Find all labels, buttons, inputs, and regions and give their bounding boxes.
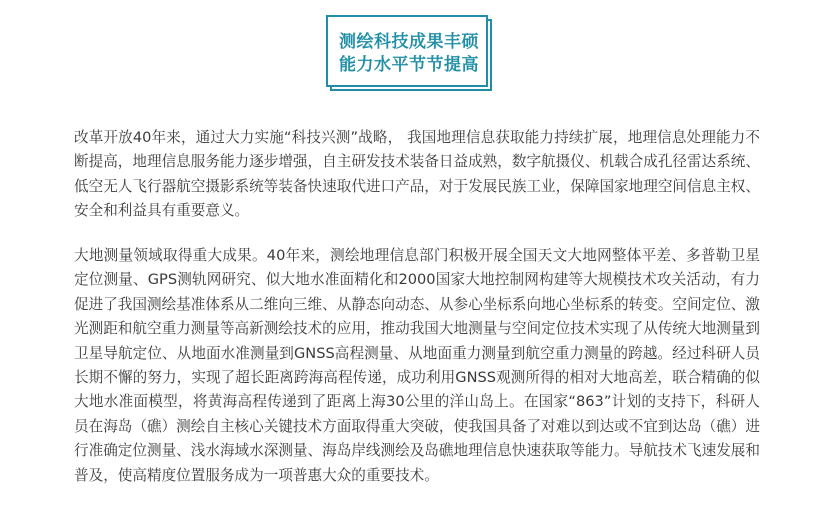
title-frame xyxy=(326,15,488,87)
paragraph-intro: 改革开放40年来，通过大力实施“科技兴测”战略， 我国地理信息获取能力持续扩展，地理信息处理能力不断提高，地理信息服务能力逐步增强，自主研发技术装备日益成熟，数字航摄仪、机载合成孔径雷达系统、低空无人飞行器航空摄影系统等装备快速取代进口产品，对于发展民族工业，保障国家地理空间信息主权、安全和利益具有重要意义。 xyxy=(74,129,760,220)
section-title-card xyxy=(326,15,494,91)
title-line-1: 测绘科技成果丰硕 xyxy=(339,32,479,52)
section-title xyxy=(330,31,488,77)
title-line-2: 能力水平节节提高 xyxy=(339,55,479,75)
paragraph-geodesy: 大地测量领域取得重大成果。40年来，测绘地理信息部门积极开展全国天文大地网整体平差、多普勒卫星定位测量、GPS测轨网研究、似大地水准面精化和2000国家大地控制网构建等大规模技术攻关活动，有力促进了我国测绘基准体系从二维向三维、从静态向动态、从参心坐标系向地心坐标系的转变。空间定位、激光测距和航空重力测量等高新测绘技术的应用，推动我国大地测量与空间定位技术实现了从传统大地测量到卫星导航定位、从地面水准测量到GNSS高程测量、从地面重力测量到航空重力测量的跨越。经过科研人员长期不懈的努力，实现了超长距离跨海高程传递，成功利用GNSS观测所得的相对大地高差，联合精确的似大地水准面模型，将黄海高程传递到了距离上海30公里的洋山岛上。在国家“863”计划的支持下，科研人员在海岛（礁）测绘自主核心关键技术方面取得重大突破，使我国具备了对难以到达或不宜到达岛（礁）进行准确定位测量、浅水海域水深测量、海岛岸线测绘及岛礁地理信息快速获取等能力。导航技术飞速发展和普及，使高精度位置服务成为一项普惠大众的重要技术。 xyxy=(74,247,760,484)
